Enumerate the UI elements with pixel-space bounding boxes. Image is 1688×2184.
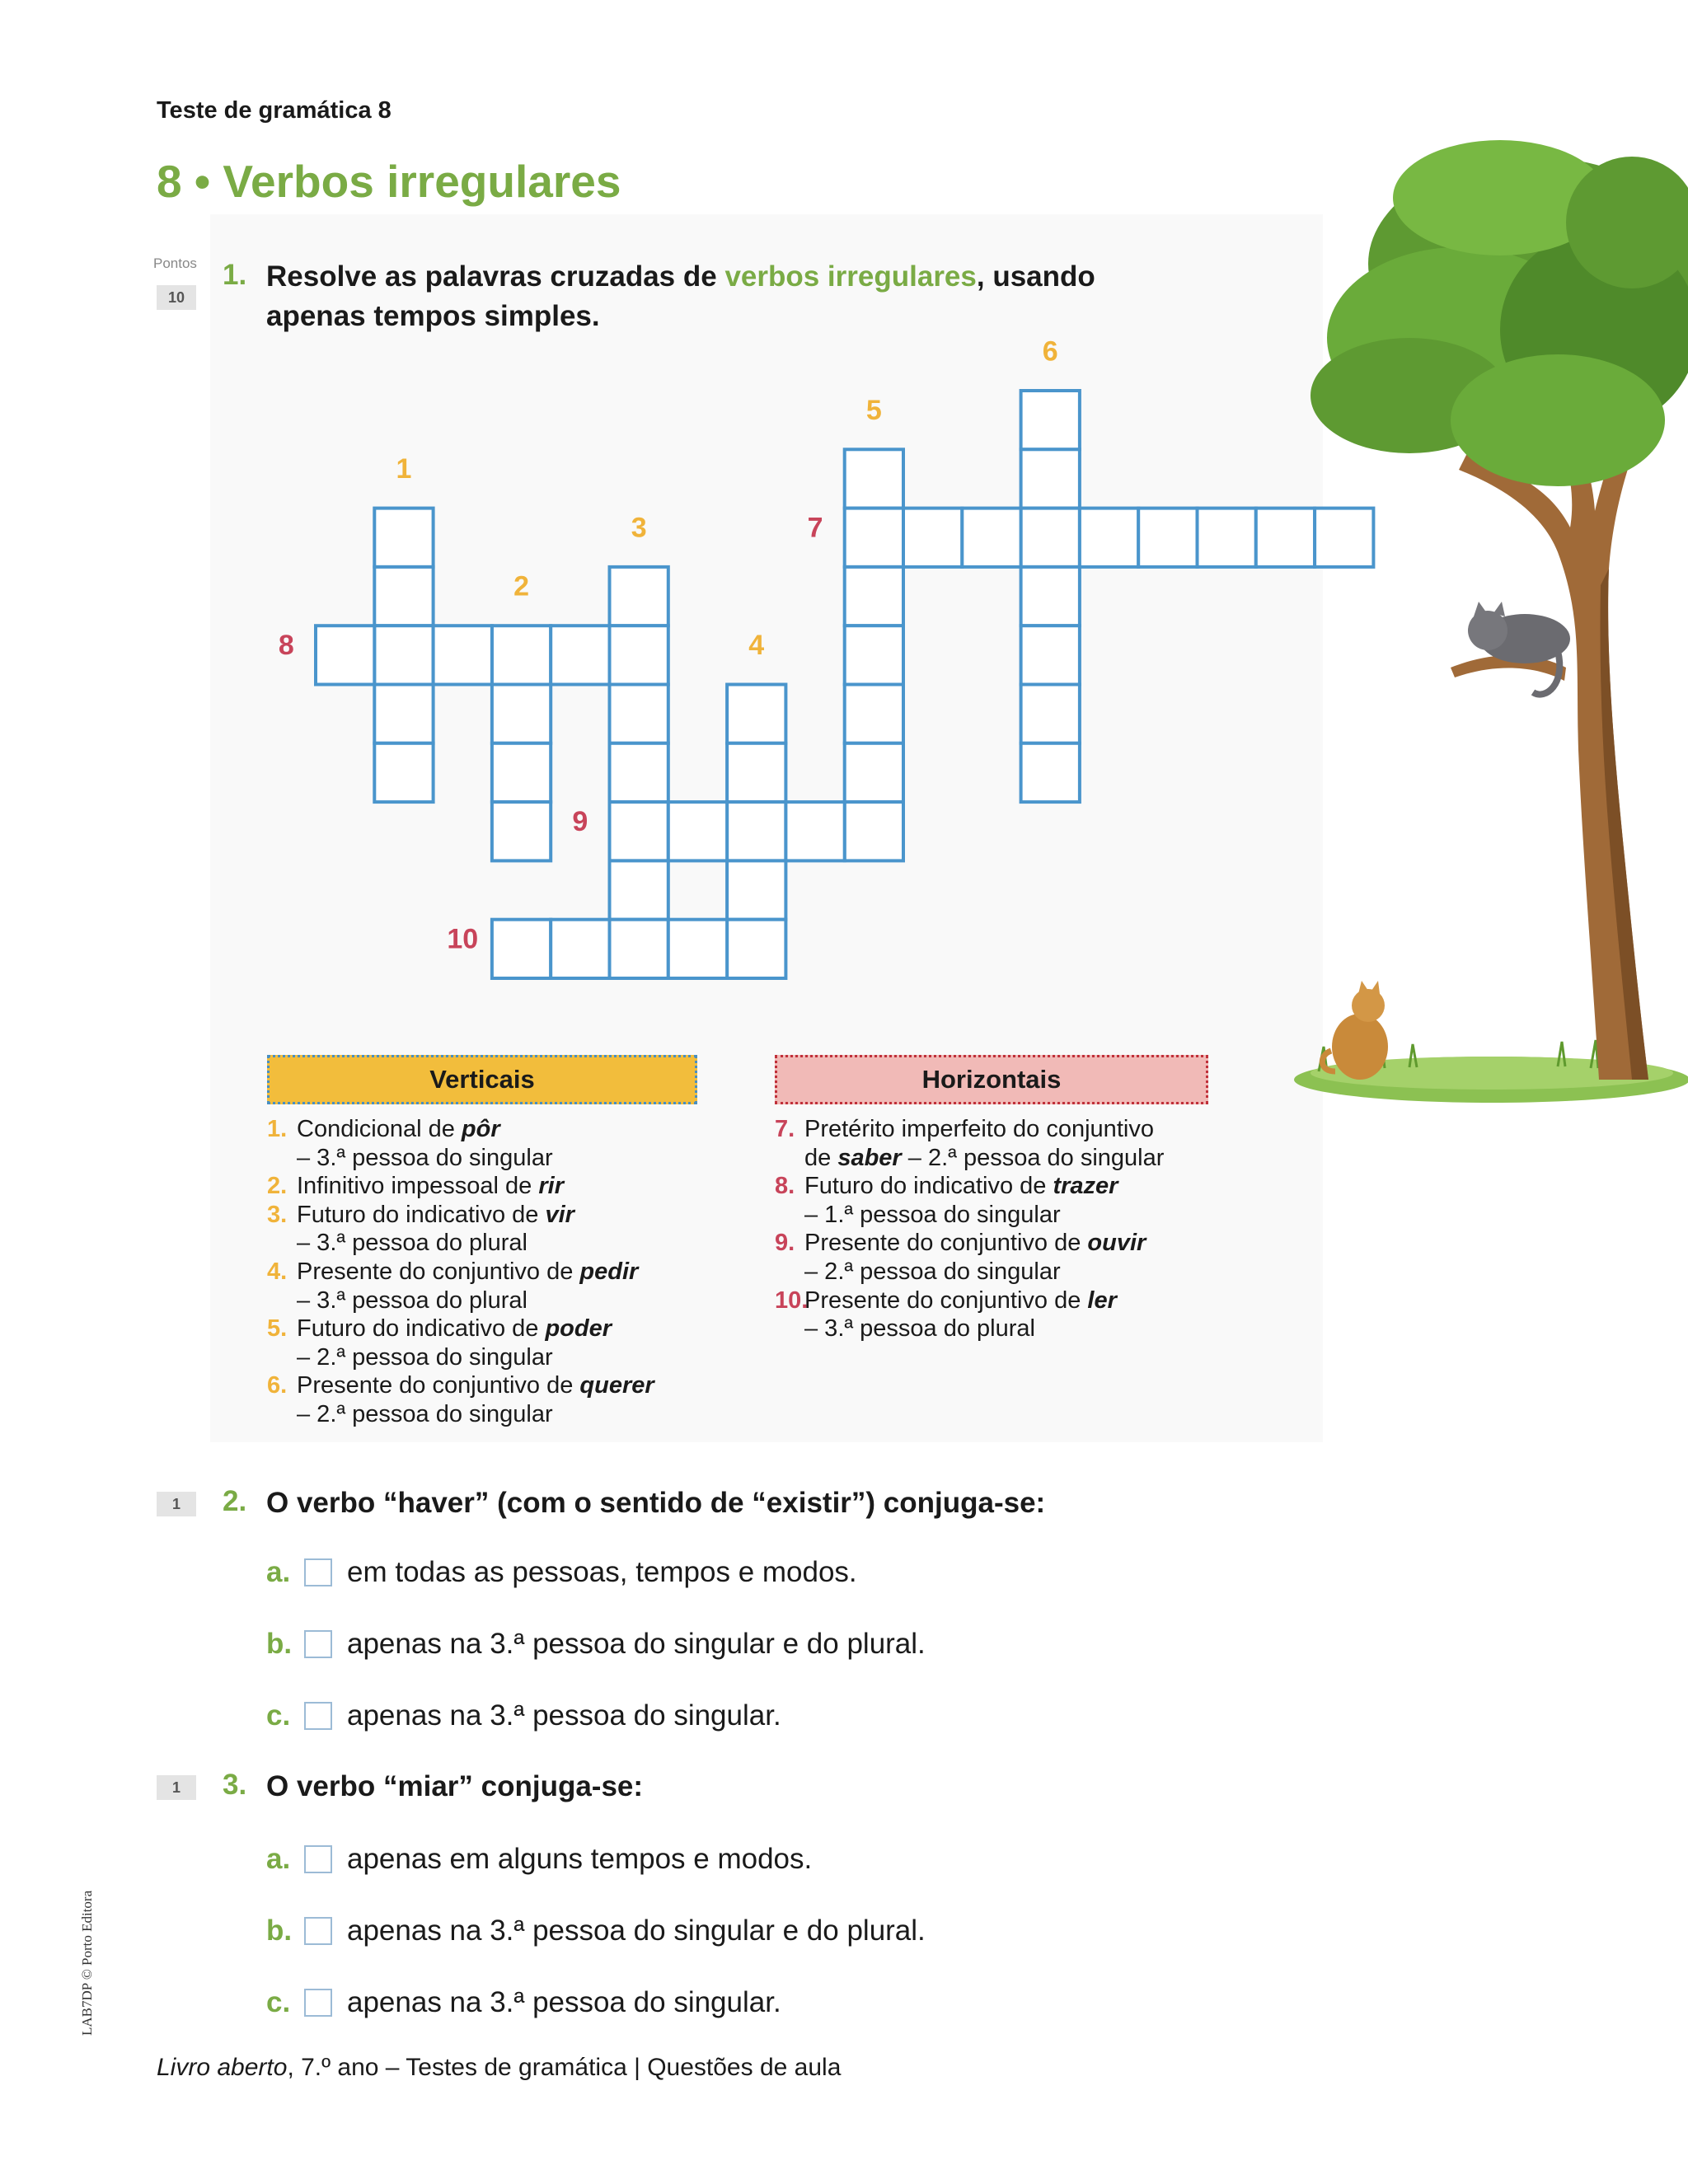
footer-text: Livro aberto, 7.º ano – Testes de gramática | Questões de aula xyxy=(157,2054,842,2081)
checkbox[interactable] xyxy=(304,1702,332,1730)
crossword-cell[interactable] xyxy=(845,449,903,508)
crossword-cell[interactable] xyxy=(374,567,433,626)
clue-h9: 9. Presente do conjuntivo de ouvir – 2.ª pessoa do singular xyxy=(775,1230,1146,1285)
crossword-cell[interactable] xyxy=(492,626,551,684)
clue-number-label: 9 xyxy=(572,805,588,837)
crossword-cell[interactable] xyxy=(610,626,668,684)
cat-sitting-icon xyxy=(1322,981,1388,1080)
crossword-cell[interactable] xyxy=(610,860,668,919)
crossword-cell[interactable] xyxy=(374,685,433,743)
side-credit: LAB7DP © Porto Editora xyxy=(79,1890,95,2036)
clue-number-label: 8 xyxy=(278,629,294,661)
clue-v3: 3. Futuro do indicativo de vir – 3.ª pessoa do plural xyxy=(267,1201,574,1257)
question-number-1: 1. xyxy=(223,259,247,291)
checkbox[interactable] xyxy=(304,1917,332,1945)
crossword-cell[interactable] xyxy=(1021,743,1080,802)
crossword-cell[interactable] xyxy=(1198,509,1256,567)
crossword-cell[interactable] xyxy=(1080,509,1138,567)
question-2-text: O verbo “haver” (com o sentido de “existir”) conjuga-se: xyxy=(266,1487,1046,1519)
crossword-cell[interactable] xyxy=(1021,626,1080,684)
crossword-cell[interactable] xyxy=(727,743,785,802)
clue-v4: 4. Presente do conjuntivo de pedir – 3.ª pessoa do plural xyxy=(267,1258,639,1314)
crossword-cell[interactable] xyxy=(845,567,903,626)
page-title: 8 • Verbos irregulares xyxy=(157,156,621,207)
verticais-header: Verticais xyxy=(267,1055,697,1104)
clue-number-label: 2 xyxy=(513,570,530,602)
crossword-cell[interactable] xyxy=(551,920,609,978)
crossword-cell[interactable] xyxy=(1021,685,1080,743)
q3-option-c[interactable]: c. apenas na 3.ª pessoa do singular. xyxy=(266,1986,781,2018)
crossword-cell[interactable] xyxy=(1021,567,1080,626)
clue-v1: 1. Condicional de pôr – 3.ª pessoa do singular xyxy=(267,1116,553,1171)
test-label: Teste de gramática 8 xyxy=(157,97,392,124)
crossword-cell[interactable] xyxy=(903,509,962,567)
crossword-cell[interactable] xyxy=(610,567,668,626)
crossword-cell[interactable] xyxy=(727,685,785,743)
clue-h7: 7. Pretérito imperfeito do conjuntivo de saber – 2.ª pessoa do singular xyxy=(775,1116,1165,1171)
crossword-cell[interactable] xyxy=(845,685,903,743)
q3-option-a[interactable]: a. apenas em alguns tempos e modos. xyxy=(266,1843,813,1875)
checkbox[interactable] xyxy=(304,1558,332,1586)
crossword-cell[interactable] xyxy=(610,802,668,860)
crossword-cell[interactable] xyxy=(374,626,433,684)
crossword-cell[interactable] xyxy=(1021,391,1080,449)
crossword-cell[interactable] xyxy=(727,802,785,860)
verticais-list xyxy=(267,1115,654,1429)
clue-h10: 10.Presente do conjuntivo de ler – 3.ª pessoa do plural xyxy=(775,1286,1117,1343)
q2-option-b[interactable]: b. apenas na 3.ª pessoa do singular e do plural. xyxy=(266,1628,926,1660)
crossword-cell[interactable] xyxy=(492,802,551,860)
crossword-cell[interactable] xyxy=(1021,509,1080,567)
clue-number-label: 1 xyxy=(396,453,412,485)
horizontais-header: Horizontais xyxy=(775,1055,1208,1104)
question-number-2: 2. xyxy=(223,1485,247,1517)
checkbox[interactable] xyxy=(304,1845,332,1873)
crossword-cell[interactable] xyxy=(492,685,551,743)
crossword-cell[interactable] xyxy=(316,626,374,684)
points-badge-q1: 10 xyxy=(157,285,196,310)
crossword-cell[interactable] xyxy=(374,743,433,802)
clue-v5: 5. Futuro do indicativo de poder – 2.ª pessoa do singular xyxy=(267,1315,612,1371)
crossword-cell[interactable] xyxy=(845,509,903,567)
crossword-cell[interactable] xyxy=(727,920,785,978)
question-number-3: 3. xyxy=(223,1769,247,1801)
points-badge-q3: 1 xyxy=(157,1775,196,1800)
crossword-cell[interactable] xyxy=(492,743,551,802)
tree-foliage xyxy=(1311,140,1688,486)
crossword-cell[interactable] xyxy=(668,920,727,978)
crossword-cell[interactable] xyxy=(610,685,668,743)
horizontais-list xyxy=(775,1115,1164,1343)
crossword-cell[interactable] xyxy=(610,920,668,978)
clue-number-label: 7 xyxy=(807,512,823,544)
question-3-text: O verbo “miar” conjuga-se: xyxy=(266,1770,644,1802)
clue-v2: 2. Infinitivo impessoal de rir xyxy=(267,1173,565,1200)
crossword-cell[interactable] xyxy=(551,626,609,684)
crossword-cell[interactable] xyxy=(962,509,1020,567)
crossword-cell[interactable] xyxy=(610,743,668,802)
clue-h8: 8. Futuro do indicativo de trazer – 1.ª pessoa do singular xyxy=(775,1173,1118,1228)
q3-option-b[interactable]: b. apenas na 3.ª pessoa do singular e do plural. xyxy=(266,1915,926,1947)
cat-on-branch-icon xyxy=(1468,602,1570,695)
crossword-cell[interactable] xyxy=(668,802,727,860)
question-1-text: Resolve as palavras cruzadas de verbos irregulares, usando apenas tempos simples. xyxy=(266,260,1095,332)
crossword-cell[interactable] xyxy=(785,802,844,860)
clue-v6: 6. Presente do conjuntivo de querer – 2.ª pessoa do singular xyxy=(267,1372,654,1427)
crossword-cell[interactable] xyxy=(727,860,785,919)
crossword-cell[interactable] xyxy=(845,802,903,860)
crossword-cell[interactable] xyxy=(845,626,903,684)
crossword-cell[interactable] xyxy=(434,626,492,684)
points-badge-q2: 1 xyxy=(157,1492,196,1516)
crossword-cell[interactable] xyxy=(492,920,551,978)
q2-option-c[interactable]: c. apenas na 3.ª pessoa do singular. xyxy=(266,1699,781,1732)
clue-number-label: 10 xyxy=(447,923,479,955)
crossword-cell[interactable] xyxy=(374,509,433,567)
clue-number-label: 6 xyxy=(1042,335,1058,368)
checkbox[interactable] xyxy=(304,1989,332,2017)
clue-number-label: 5 xyxy=(865,394,882,426)
points-label: Pontos xyxy=(153,255,197,271)
crossword-cell[interactable] xyxy=(845,743,903,802)
q2-option-a[interactable]: a. em todas as pessoas, tempos e modos. xyxy=(266,1556,857,1588)
clue-number-label: 4 xyxy=(748,629,765,661)
tree-illustration xyxy=(1286,124,1688,1113)
checkbox[interactable] xyxy=(304,1630,332,1658)
crossword-cell[interactable] xyxy=(1021,449,1080,508)
crossword-cell[interactable] xyxy=(1138,509,1197,567)
clue-number-label: 3 xyxy=(631,512,647,544)
